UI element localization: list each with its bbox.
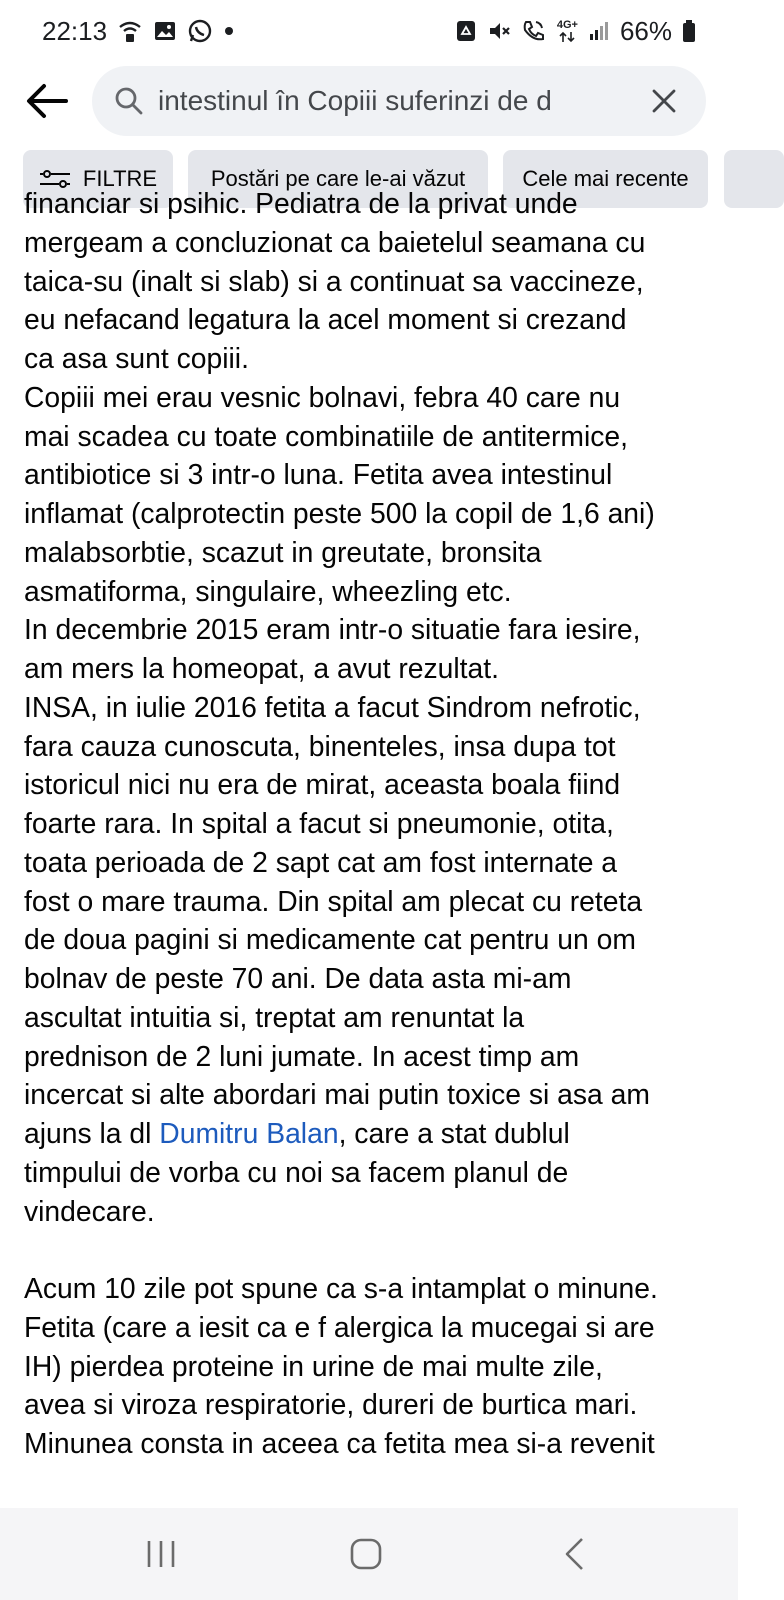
search-input[interactable] [92, 66, 706, 136]
search-query-text[interactable]: intestinul în Copiii suferinzi de d [158, 85, 552, 116]
post-line: IH) pierdea proteine in urine de mai multe zile, [24, 1349, 603, 1382]
post-line: taica-su (inalt si slab) si a continuat sa vaccineze, [24, 264, 644, 297]
close-icon [651, 88, 677, 114]
data-arrows-icon [557, 20, 578, 43]
signal-icon [588, 20, 610, 42]
post-line: fost o mare trauma. Din spital am plecat cu reteta [24, 884, 643, 917]
most-recent-chip[interactable]: Cele mai recente [503, 150, 708, 208]
status-bar-right [455, 16, 696, 47]
battery-icon [682, 19, 696, 43]
post-line: financiar si psihic. Pediatra de la privat unde [24, 187, 578, 219]
post-line: Fetita (care a iesit ca e f alergica la mucegai si are [24, 1310, 655, 1343]
post-line: malabsorbtie, scazut in greutate, bronsita [24, 535, 542, 568]
search-header [0, 64, 738, 138]
clear-search-button[interactable] [644, 81, 684, 121]
mention-link[interactable]: Dumitru Balan [159, 1117, 339, 1149]
recents-icon [144, 1539, 178, 1569]
post-line: prednison de 2 luni jumate. In acest timp am [24, 1039, 580, 1072]
post-line-with-mention [24, 1114, 724, 1153]
mention-suffix: , care a stat dublul [338, 1117, 570, 1149]
post-line: Copiii mei erau vesnic bolnavi, febra 40 care nu [24, 380, 621, 413]
post-text [24, 184, 724, 1463]
filters-label: FILTRE [82, 166, 158, 191]
post-line: de doua pagini si medicamente cat pentru un om [24, 923, 636, 956]
back-arrow-icon [26, 83, 68, 119]
post-line: eu nefacand legatura la acel moment si crezand [24, 303, 627, 336]
post-line: ca asa sunt copiii. [24, 342, 249, 374]
network-type-label: 4G+ [556, 18, 578, 31]
system-navigation-bar [0, 1508, 738, 1600]
clock: 22:13 [42, 15, 108, 46]
home-button[interactable] [336, 1530, 396, 1578]
wifi-call-icon [117, 18, 143, 44]
post-line: inflamat (calprotectin peste 500 la copil de 1,6 ani) [24, 497, 655, 529]
post-line: INSA, in iulie 2016 fetita a facut Sindrom nefrotic, [24, 690, 641, 723]
back-button[interactable] [24, 78, 70, 124]
post-line: incercat si alte abordari mai putin toxice si asa am [24, 1078, 650, 1111]
more-filter-chip[interactable] [724, 150, 784, 208]
post-line: bolnav de peste 70 ani. De data asta mi-am [24, 962, 572, 994]
post-line: ascultat intuitia si, treptat am renuntat la [24, 1000, 525, 1033]
notification-dot-icon [223, 25, 235, 37]
post-line: Acum 10 zile pot spune ca s-a intamplat o minune. [24, 1272, 658, 1304]
chevron-left-icon [562, 1537, 586, 1571]
post-line: fara cauza cunoscuta, binenteles, insa dupa tot [24, 729, 616, 762]
whatsapp-icon [187, 18, 213, 44]
paragraph-gap [24, 1230, 724, 1269]
mention-prefix: ajuns la dl [24, 1117, 160, 1149]
post-line: mai scadea cu toate combinatiile de antitermice, [24, 419, 628, 452]
post-line: toata perioada de 2 sapt cat am fost internate a [24, 845, 618, 878]
post-line: antibiotice si 3 intr-o luna. Fetita avea intestinul [24, 458, 613, 491]
post-line: foarte rara. In spital a facut si pneumonie, otita, [24, 807, 614, 839]
recent-apps-button[interactable] [131, 1530, 191, 1578]
status-bar [0, 0, 738, 62]
system-back-button[interactable] [544, 1530, 604, 1578]
mute-icon [487, 19, 511, 43]
post-line: timpului de vorba cu noi sa facem planul de [24, 1155, 569, 1188]
post-line: asmatiforma, singulaire, wheezling etc. [24, 574, 512, 607]
post-line: In decembrie 2015 eram intr-o situatie fara iesire, [24, 613, 641, 646]
post-line: Minunea consta in aceea ca fetita mea si-a revenit [24, 1427, 655, 1459]
post-content-area [0, 187, 738, 1508]
home-icon [349, 1537, 383, 1571]
gallery-icon [153, 19, 177, 43]
status-bar-left [42, 16, 235, 47]
post-line: mergeam a concluzionat ca baietelul seamana cu [24, 225, 646, 258]
volte-call-icon [521, 18, 547, 44]
recycle-icon [455, 19, 477, 43]
post-line: avea si viroza respiratorie, dureri de burtica mari. [24, 1388, 638, 1421]
search-icon [114, 86, 144, 116]
post-line: vindecare. [24, 1194, 155, 1227]
post-line: am mers la homeopat, a avut rezultat. [24, 652, 499, 684]
battery-percent: 66% [619, 15, 672, 46]
seen-posts-chip[interactable]: Postări pe care le-ai văzut [188, 150, 488, 208]
post-line: istoricul nici nu era de mirat, aceasta boala fiind [24, 768, 621, 801]
